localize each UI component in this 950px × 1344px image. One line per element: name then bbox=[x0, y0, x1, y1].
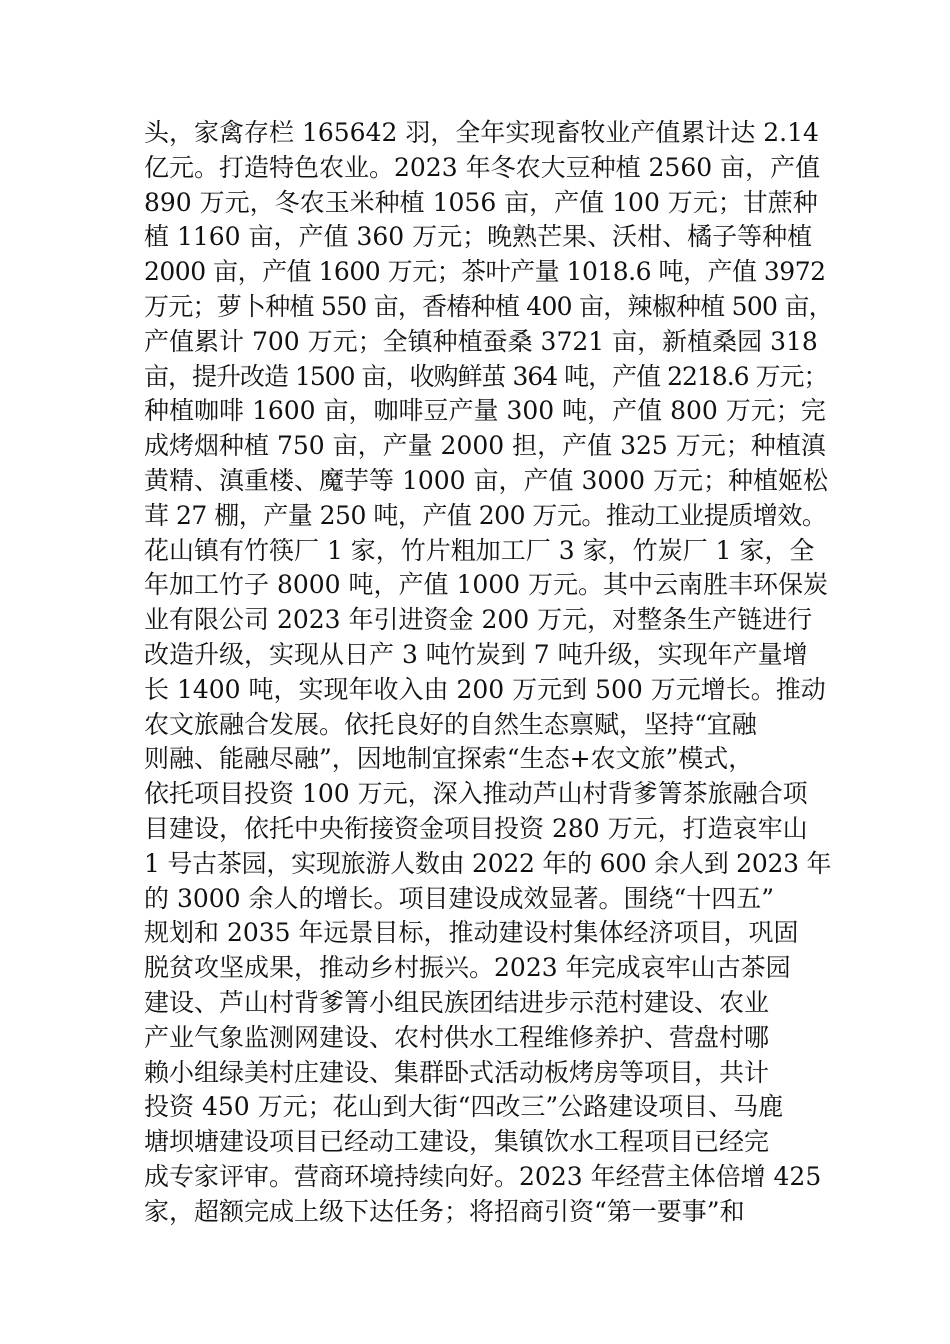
text-line: 成专家评审。营商环境持续向好。2023 年经营主体倍增 425 bbox=[144, 1161, 822, 1191]
text-line: 赖小组绿美村庄建设、集群卧式活动板烤房等项目，共计 bbox=[144, 1057, 770, 1087]
text-line: 农文旅融合发展。依托良好的自然生态禀赋，坚持“宜融 bbox=[144, 709, 757, 739]
text-line: 茸 27 棚，产量 250 吨，产值 200 万元。推动工业提质增效。 bbox=[144, 500, 827, 530]
text-line: 脱贫攻坚成果，推动乡村振兴。2023 年完成哀牢山古茶园 bbox=[144, 953, 791, 983]
text-line: 的 3000 余人的增长。项目建设成效显著。围绕“十四五” bbox=[144, 883, 775, 913]
body-paragraph bbox=[144, 116, 834, 1230]
text-line: 1 号古茶园，实现旅游人数由 2022 年的 600 余人到 2023 年 bbox=[144, 848, 832, 878]
text-line: 规划和 2035 年远景目标，推动建设村集体经济项目，巩固 bbox=[144, 918, 799, 948]
text-line: 依托项目投资 100 万元，深入推动芦山村背爹箐茶旅融合项 bbox=[144, 779, 808, 809]
text-line: 万元；萝卜种植 550 亩，香椿种植 400 亩，辣椒种植 500 亩， bbox=[144, 291, 833, 321]
text-line: 产业气象监测网建设、农村供水工程维修养护、营盘村哪 bbox=[144, 1022, 770, 1052]
text-line: 业有限公司 2023 年引进资金 200 万元，对整条生产链进行 bbox=[144, 605, 813, 635]
text-line: 黄精、滇重楼、魔芋等 1000 亩，产值 3000 万元；种植姬松 bbox=[144, 465, 829, 495]
text-line: 亩，提升改造 1500 亩，收购鲜茧 364 吨，产值 2218.6 万元； bbox=[144, 361, 828, 391]
text-line: 890 万元，冬农玉米种植 1056 亩，产值 100 万元；甘蔗种 bbox=[144, 187, 818, 217]
text-line: 家，超额完成上级下达任务；将招商引资“第一要事”和 bbox=[144, 1196, 745, 1226]
text-line: 年加工竹子 8000 吨，产值 1000 万元。其中云南胜丰环保炭 bbox=[144, 570, 829, 600]
text-line: 目建设，依托中央衔接资金项目投资 280 万元，打造哀牢山 bbox=[144, 813, 808, 843]
text-line: 花山镇有竹筷厂 1 家，竹片粗加工厂 3 家，竹炭厂 1 家，全 bbox=[144, 535, 815, 565]
text-line: 头，家禽存栏 165642 羽，全年实现畜牧业产值累计达 2.14 bbox=[144, 118, 819, 147]
text-line: 建设、芦山村背爹箐小组民族团结进步示范村建设、农业 bbox=[144, 987, 770, 1017]
text-line: 种植咖啡 1600 亩，咖啡豆产量 300 吨，产值 800 万元；完 bbox=[144, 396, 826, 426]
text-line: 植 1160 亩，产值 360 万元；晚熟芒果、沃柑、橘子等种植 bbox=[144, 222, 813, 252]
text-line: 2000 亩，产值 1600 万元；茶叶产量 1018.6 吨，产值 3972 bbox=[144, 257, 826, 287]
text-line: 成烤烟种植 750 亩，产量 2000 担，产值 325 万元；种植滇 bbox=[144, 431, 826, 461]
text-line: 塘坝塘建设项目已经动工建设，集镇饮水工程项目已经完 bbox=[144, 1127, 770, 1157]
text-line: 产值累计 700 万元；全镇种植蚕桑 3721 亩，新植桑园 318 bbox=[144, 326, 818, 356]
text-line: 亿元。打造特色农业。2023 年冬农大豆种植 2560 亩，产值 bbox=[144, 152, 821, 182]
text-line: 投资 450 万元；花山到大街“四改三”公路建设项目、马鹿 bbox=[144, 1092, 784, 1122]
text-line: 则融、能融尽融”，因地制宜探索“生态+农文旅”模式， bbox=[144, 744, 754, 774]
text-line: 改造升级，实现从日产 3 吨竹炭到 7 吨升级，实现年产量增 bbox=[144, 639, 808, 669]
text-line: 长 1400 吨，实现年收入由 200 万元到 500 万元增长。推动 bbox=[144, 674, 826, 704]
